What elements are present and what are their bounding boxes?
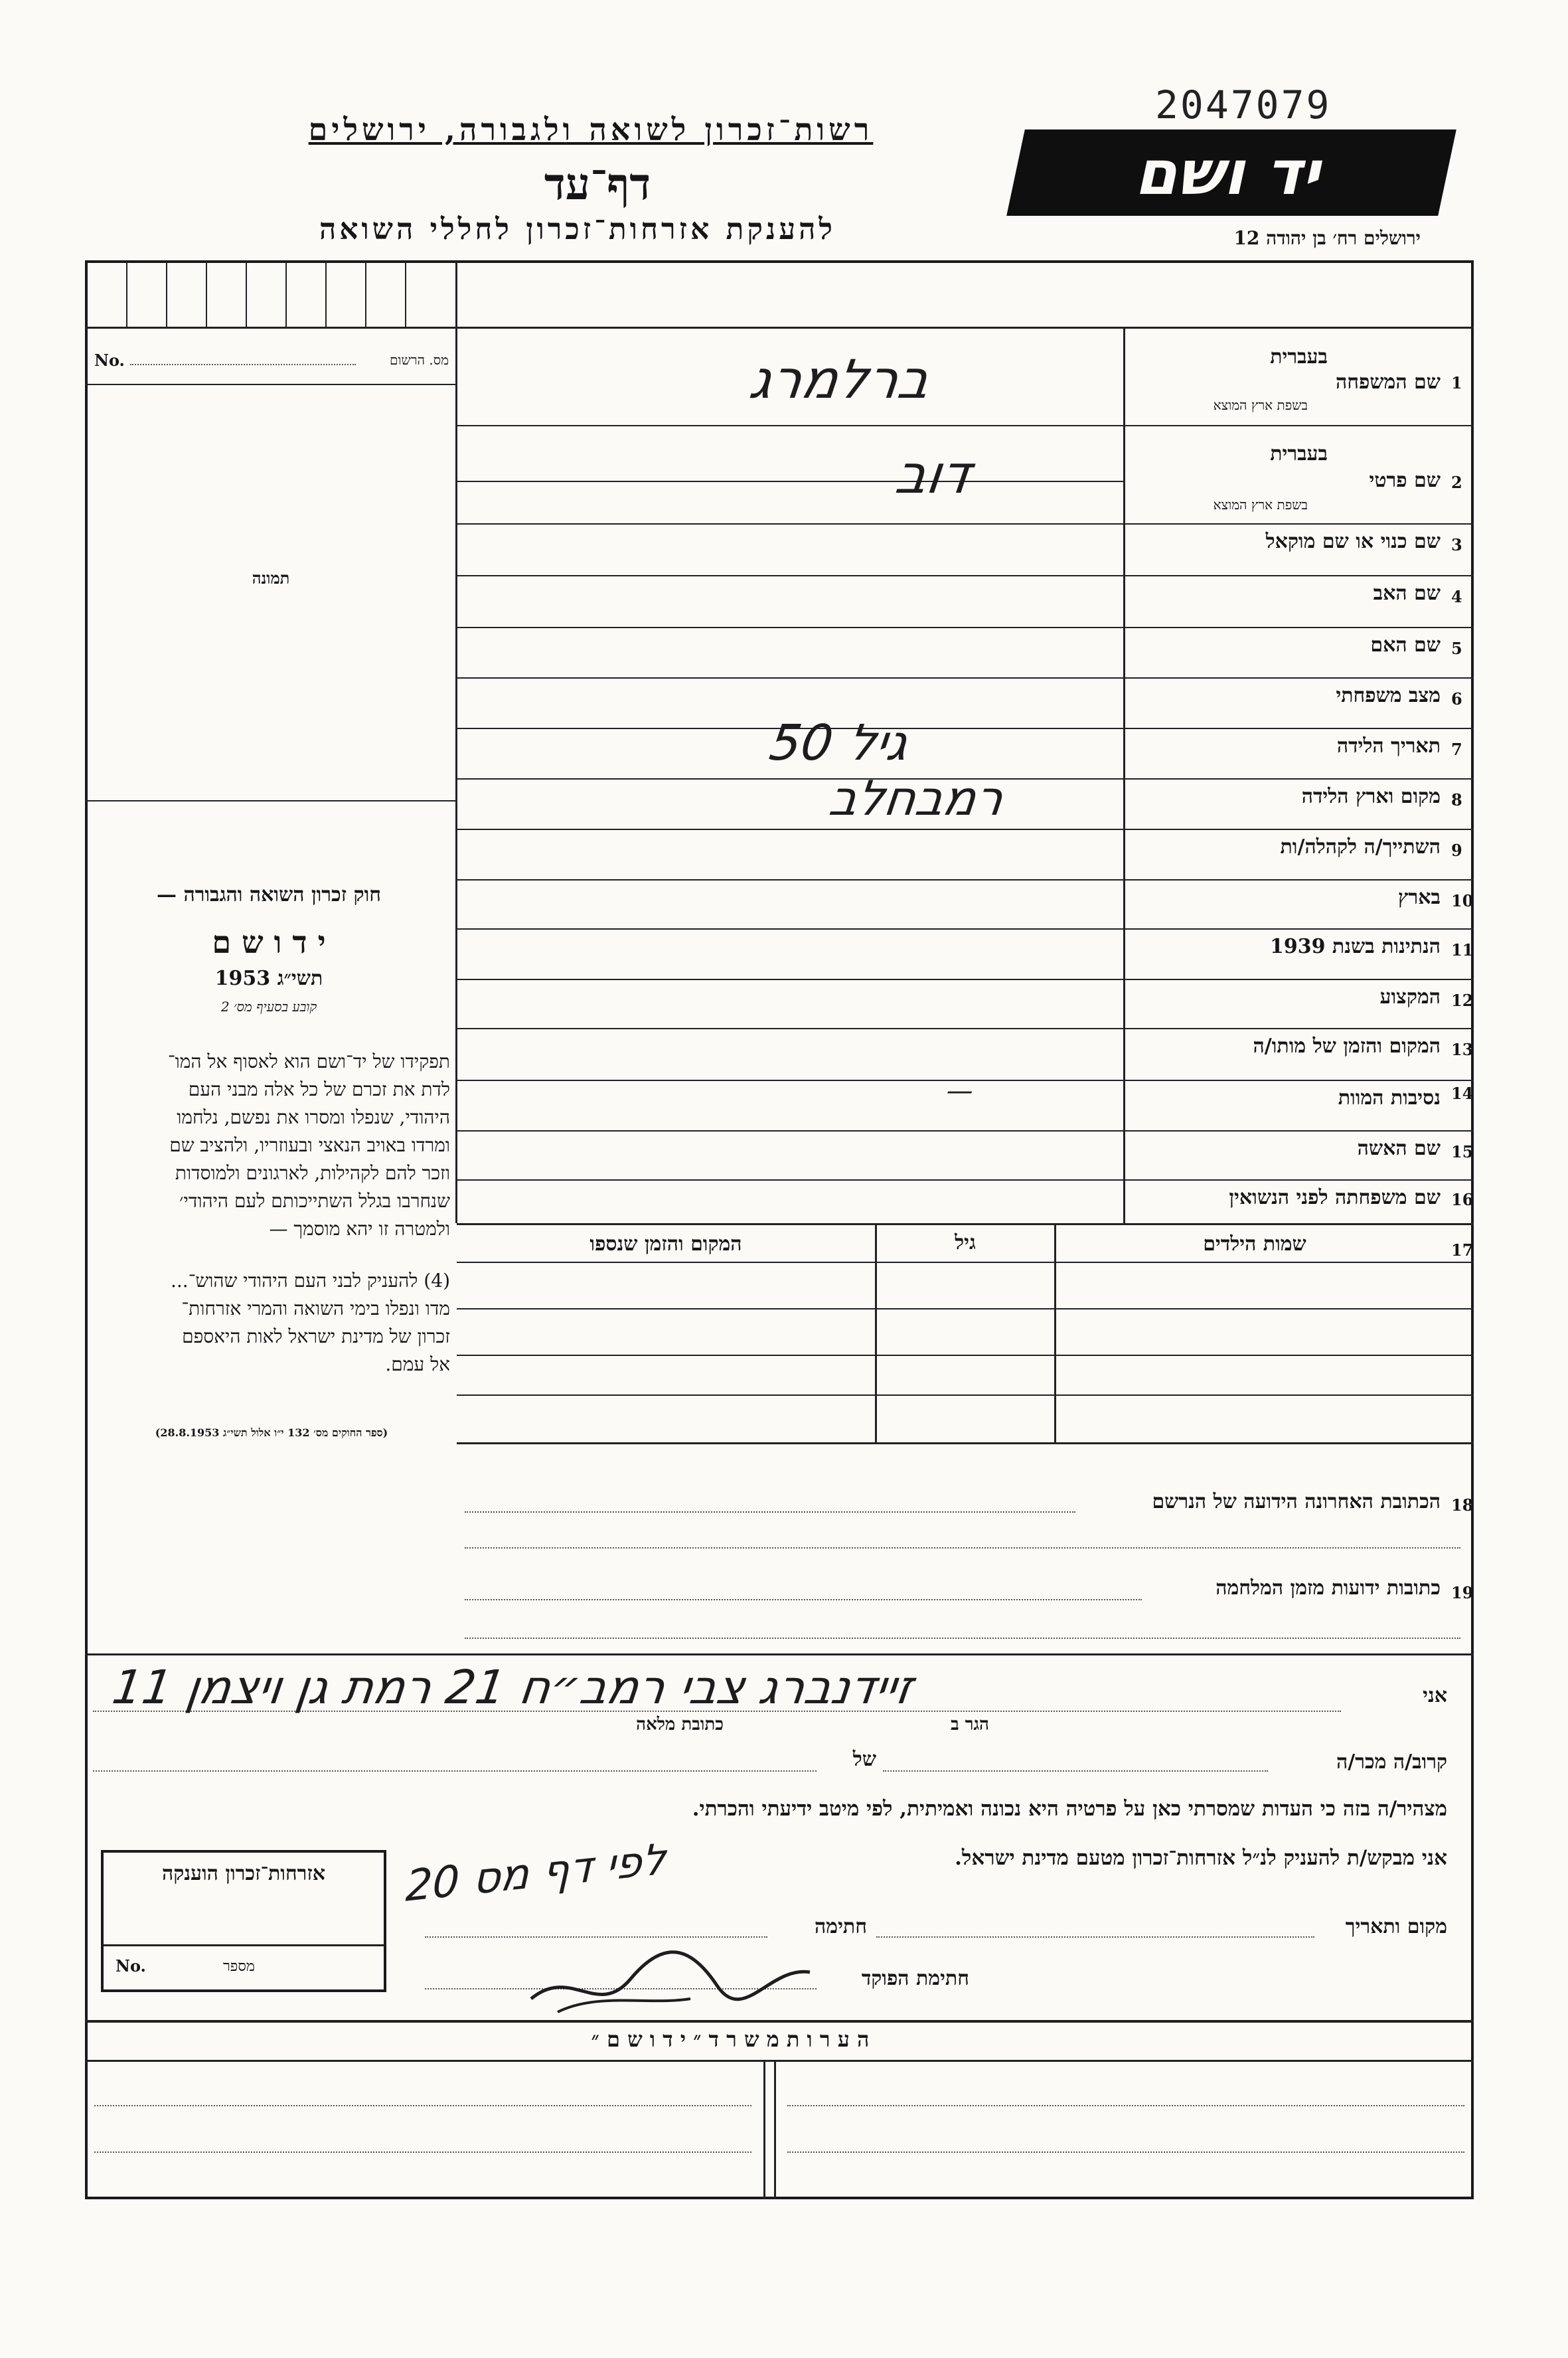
field-number: 18	[1451, 1495, 1474, 1515]
field-sub-hebrew: בעברית	[1270, 345, 1328, 369]
law-text-2	[93, 1267, 450, 1379]
field-label-nickname: שם כנוי או שם מוקאל	[1265, 530, 1441, 553]
death-circumstances-value: —	[944, 1076, 976, 1106]
stamp-box-title: אזרחות־זכרון הוענקה	[161, 1862, 326, 1885]
handwritten-note: לפי דף מס 20	[404, 1835, 667, 1912]
field-label-death-circumstances: נסיבות המוות	[1338, 1086, 1441, 1110]
children-col-place: המקום והזמן שנספו	[589, 1232, 742, 1256]
law-text	[93, 1048, 450, 1243]
org-title: רשות־זכרון לשואה ולגבורה, ירושלים	[308, 112, 874, 147]
field-label-birthplace: מקום וארץ הלידה	[1301, 785, 1441, 808]
field-label-wife: שם האשה	[1357, 1137, 1441, 1160]
stamp-box	[101, 1850, 386, 1992]
law-line: תפקידו של יד־ושם הוא לאסוף אל המו־	[167, 1051, 450, 1072]
law-name: י ד ו ש ם	[212, 924, 326, 960]
field-label-maiden-name: שם משפחתה לפני הנשואין	[1229, 1186, 1441, 1209]
form-subtitle: להענקת אזרחות־זכרון לחללי השואה	[319, 212, 836, 246]
surname-value: ברלמרג	[745, 349, 933, 410]
law-line: (4) להעניק לבני העם היהודי שהוש־...	[171, 1270, 450, 1292]
yad-vashem-logo	[1006, 129, 1456, 216]
field-number: 12	[1451, 991, 1474, 1010]
field-sub-hebrew: בעברית	[1270, 442, 1328, 465]
field-label-firstname: שם פרטי	[1369, 469, 1441, 492]
law-line: היהודי, שנפלו ומסרו את נפשם, נלחמו	[177, 1106, 450, 1128]
declaration-ani: אני	[1423, 1684, 1447, 1707]
law-line: מדו ונפלו בימי השואה והמרי אזרחות־	[181, 1298, 450, 1319]
field-number: 19	[1451, 1583, 1474, 1602]
field-number: 4	[1451, 587, 1462, 606]
logo-address: ירושלים רח׳ בן יהודה 12	[1233, 227, 1421, 249]
field-sub-origin: בשפת ארץ המוצא	[1213, 497, 1308, 513]
field-label-surname: שם המשפחה	[1335, 371, 1441, 394]
reg-label: מס. הרשום	[389, 352, 449, 368]
law-line: וזכר להם לקהילות, לארגונים ולמוסדות	[175, 1162, 450, 1184]
full-address-label: כתובת מלאה	[636, 1715, 724, 1734]
law-line: זכרון של מדינת ישראל לאות היאספם	[182, 1325, 450, 1347]
request-statement: אני מבקש/ת להעניק לנ״ל אזרחות־זכרון מטעם מדינת ישראל.	[955, 1846, 1447, 1870]
logo-text: יד ושם	[1131, 137, 1332, 209]
hagar-label: הגר ב	[951, 1715, 989, 1734]
field-label-profession: המקצוע	[1379, 985, 1441, 1009]
field-sub-origin: בשפת ארץ המוצא	[1213, 397, 1308, 413]
reg-no-label: No.	[94, 351, 125, 370]
law-line: ומרדו באויב הנאצי ובעוזריו, ולהציב שם	[169, 1134, 450, 1156]
field-number: 15	[1451, 1142, 1474, 1161]
children-col-age: גיל	[955, 1231, 976, 1254]
field-label-birthdate: תאריך הלידה	[1336, 734, 1441, 758]
field-label-community: השתייך/ה לקהלה/ות	[1280, 835, 1441, 859]
relative-label: קרוב/ה מכר/ה	[1336, 1750, 1447, 1774]
office-notes-title: ה ע ר ו ת מ ש ר ד ״ י ד ו ש ם ״	[591, 2027, 870, 2052]
field-label-father: שם האב	[1373, 582, 1441, 605]
officer-signature-label: חתימת הפוקד	[861, 1967, 969, 1990]
field-number: 1	[1451, 373, 1462, 392]
field-label-death-place: המקום והזמן של מותו/ה	[1253, 1035, 1441, 1058]
law-note: קובע בסעיף מס׳ 2	[220, 999, 317, 1015]
field-number: 3	[1451, 535, 1462, 554]
photo-label: תמונה	[252, 568, 290, 588]
birthdate-value: גיל 50	[765, 715, 911, 772]
wartime-address-label: כתובות ידועות מזמן המלחמה	[1215, 1576, 1441, 1600]
last-address-label: הכתובת האחרונה הידועה של הנרשם	[1152, 1490, 1441, 1513]
law-ref: (ספר החוקים מס׳ 132 י״ו אלול תשי״ג 28.8.1953)	[155, 1426, 388, 1439]
field-label-citizenship: הנתינות בשנת 1939	[1269, 935, 1441, 958]
law-line: לדת את זכרם של כל אלה מבני העם	[188, 1078, 450, 1100]
law-line: שנחרבו בגלל השתייכותם לעם היהודי׳	[179, 1190, 450, 1212]
birthplace-value: רמבחלב	[826, 770, 1007, 826]
law-title: חוק זכרון השואה והגבורה —	[157, 883, 381, 906]
field-number: 9	[1451, 841, 1462, 860]
field-number: 5	[1451, 639, 1462, 658]
firstname-value: דוב	[892, 444, 975, 505]
field-label-marital: מצב משפחתי	[1336, 684, 1441, 707]
field-label-mother: שם האם	[1370, 633, 1441, 657]
field-number: 13	[1451, 1040, 1474, 1059]
field-number: 7	[1451, 740, 1462, 759]
form-title: דף־עד	[544, 158, 651, 210]
field-number: 14	[1451, 1084, 1474, 1103]
field-label-country: בארץ	[1397, 886, 1441, 909]
serial-number: 2047079	[1155, 82, 1332, 127]
place-date-label: מקום ותאריך	[1345, 1915, 1447, 1938]
children-col-names: שמות הילדים	[1203, 1232, 1306, 1256]
law-line: אל עמם.	[385, 1353, 450, 1375]
stamp-no: No.	[116, 1956, 146, 1976]
field-number: 6	[1451, 689, 1462, 709]
field-number: 11	[1451, 940, 1474, 960]
officer-signature	[518, 1926, 830, 2025]
field-number: 8	[1451, 790, 1462, 809]
field-number: 16	[1451, 1190, 1474, 1209]
field-number: 2	[1451, 473, 1462, 492]
field-number: 10	[1451, 891, 1474, 910]
certify-statement: מצהיר/ה בזה כי העדות שמסרתי כאן על פרטיה היא נכונה ואמיתית, לפי מיטב ידיעתי והכרתי.	[692, 1797, 1447, 1821]
signature-label: חתימה	[815, 1915, 867, 1938]
field-number: 17	[1451, 1240, 1474, 1260]
law-line: ולמטרה זו יהא מוסמך —	[269, 1218, 450, 1240]
shel-label: של	[852, 1748, 876, 1771]
stamp-number-label: מספר	[223, 1958, 255, 1975]
declarant-handwriting: זיידנברג צבי רמב״ח 21 רמת גן ויצמן 11	[109, 1660, 917, 1715]
law-year: תשי״ג 1953	[214, 967, 323, 990]
